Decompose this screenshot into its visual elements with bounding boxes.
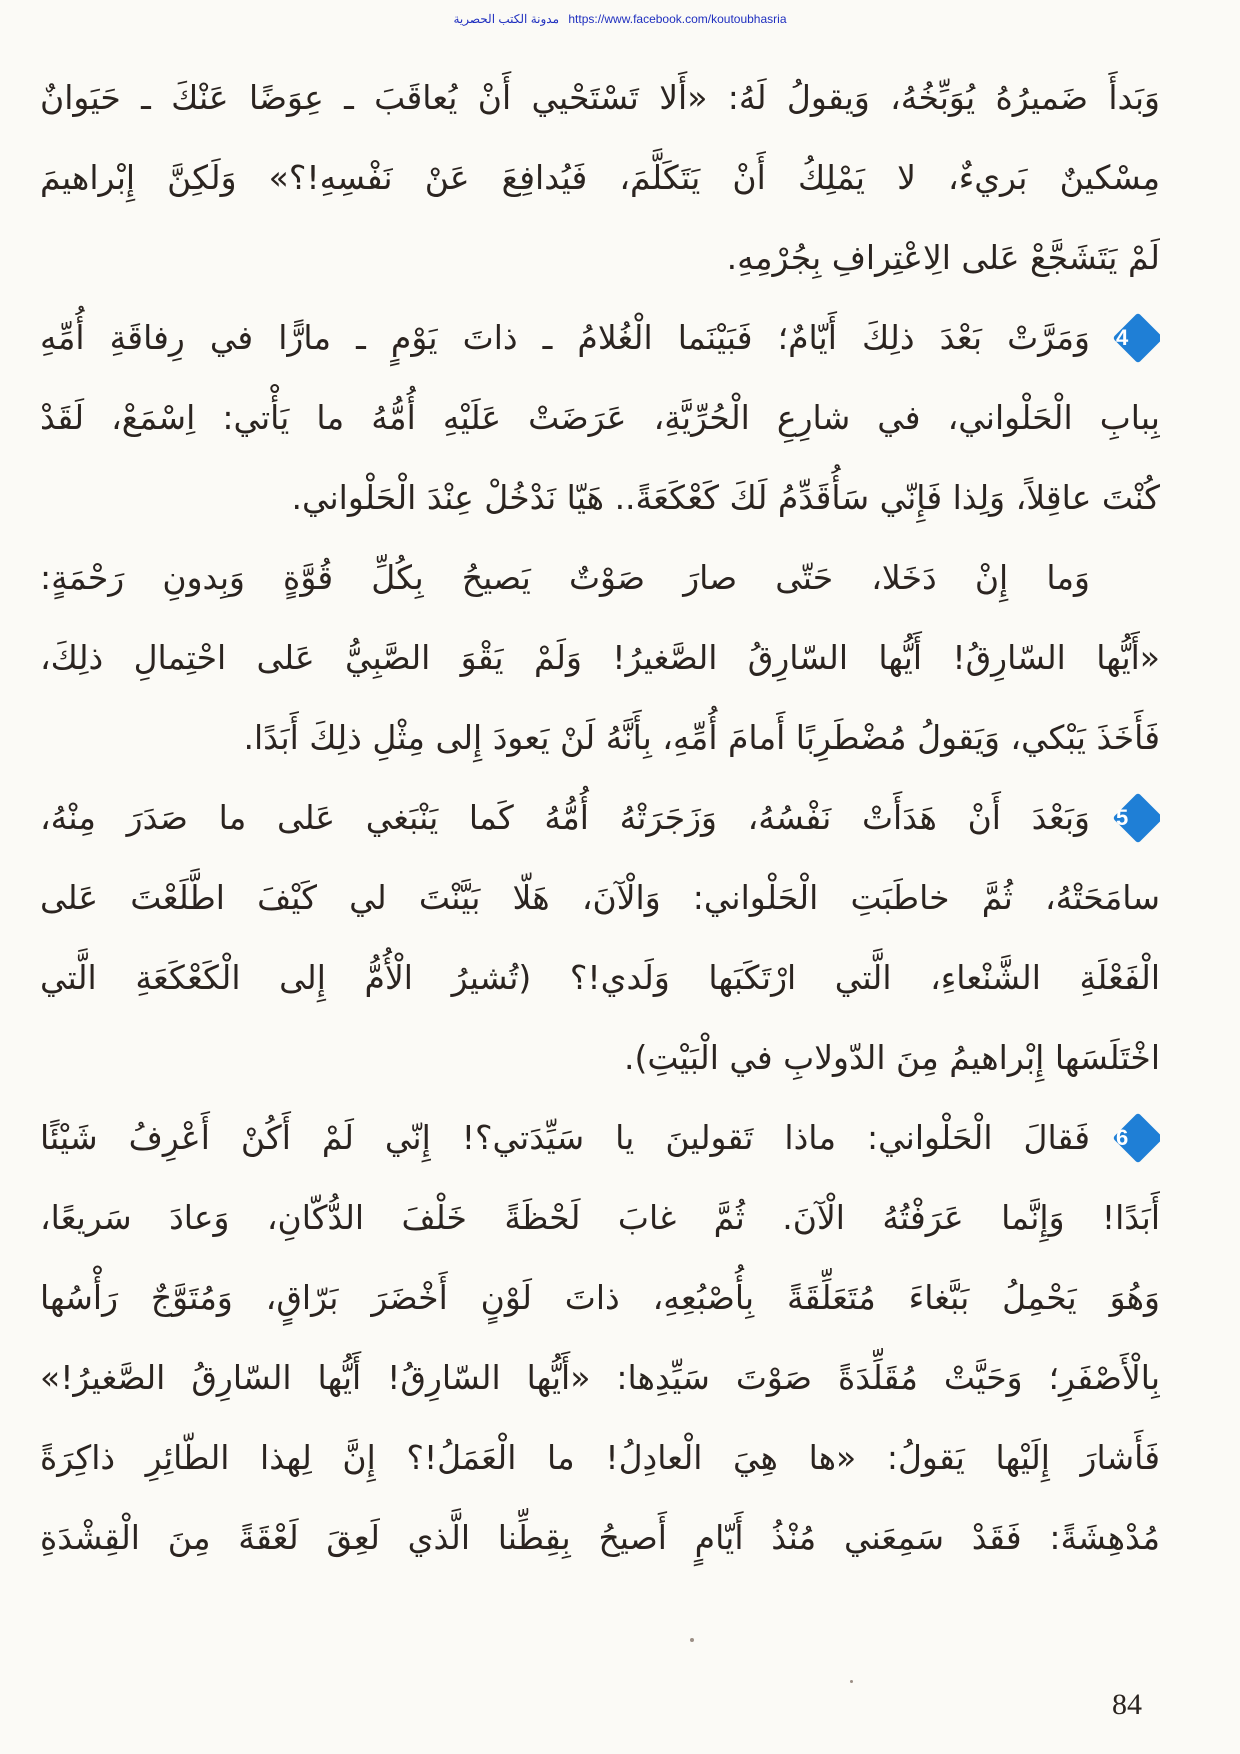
text-line: لَمْ يَتَشَجَّعْ عَلى الِاعْتِرافِ بِجُرْمِهِ. <box>726 238 1160 277</box>
story-text <box>40 58 1160 1578</box>
text-line: بِبابِ الْحَلْواني، في شارِعِ الْحُرِّيَّةِ، عَرَضَتْ عَلَيْهِ أُمُّهُ ما يَأْتي: اِسْمَعْ، لَقَدْ <box>40 398 1160 437</box>
text-line: 4 وَمَرَّتْ بَعْدَ ذلِكَ أَيّامٌ؛ فَبَيْنَما الْغُلامُ ـ ذاتَ يَوْمٍ ـ مارًّا في رِفاقَةِ أُمِّهِ <box>40 298 1160 378</box>
text-line: بِالْأَصْفَرِ؛ وَحَيَّتْ مُقَلِّدَةً صَوْتَ سَيِّدِها: «أَيُّها السّارِقُ! أَيُّها السّارِقُ الصَّغيرُ!» <box>40 1358 1160 1397</box>
text-line: مِسْكينٌ بَريءٌ، لا يَمْلِكُ أَنْ يَتَكَلَّمَ، فَيُدافِعَ عَنْ نَفْسِهِ!؟» وَلَكِنَّ إِبْراهيمَ <box>40 158 1160 197</box>
text-line: وَما إِنْ دَخَلا، حَتّى صارَ صَوْتٌ يَصيحُ بِكُلِّ قُوَّةٍ وَبِدونِ رَحْمَةٍ: <box>40 558 1090 597</box>
text-line: وَبَدأَ ضَميرُهُ يُوَبِّخُهُ، وَيقولُ لَهُ: «أَلا تَسْتَحْيي أَنْ يُعاقَبَ ـ عِوَضًا عَنْكَ ـ حَيَوانٌ <box>40 78 1160 117</box>
page-number: 84 <box>1112 1688 1142 1721</box>
source-url-header[interactable] <box>0 12 1240 26</box>
scan-speck <box>690 1638 694 1642</box>
text-line: سامَحَتْهُ، ثُمَّ خاطَبَتِ الْحَلْواني: وَالْآنَ، هَلّا بَيَّنْتَ لي كَيْفَ اطَّلَعْتَ عَلى <box>40 878 1160 917</box>
text-line: وَهُوَ يَحْمِلُ بَبَّغاءَ مُتَعَلِّقَةً بِأُصْبُعِهِ، ذاتَ لَوْنٍ أَخْضَرَ بَرّاقٍ، وَمُتَوَّجٌ رَأْسُها <box>40 1278 1160 1317</box>
text-line: 6 فَقالَ الْحَلْواني: ماذا تَقولينَ يا سَيِّدَتي؟! إِنّي لَمْ أَكُنْ أَعْرِفُ شَيْئًا <box>40 1098 1160 1178</box>
text-line: اخْتَلَسَها إِبْراهيمُ مِنَ الدّولابِ في الْبَيْتِ). <box>623 1038 1160 1077</box>
text-line: الْفَعْلَةِ الشَّنْعاءِ، الَّتي ارْتَكَبَها وَلَدي!؟ (تُشيرُ الْأُمُّ إِلى الْكَعْكَعَةِ الَّتي <box>40 958 1160 997</box>
text-line: «أَيُّها السّارِقُ! أَيُّها السّارِقُ الصَّغيرُ! وَلَمْ يَقْوَ الصَّبِيُّ عَلى احْتِمالِ ذلِكَ، <box>40 638 1160 677</box>
text-line: أَبَدًا! وَإِنَّما عَرَفْتُهُ الْآنَ. ثُمَّ غابَ لَحْظَةً خَلْفَ الدُّكّانِ، وَعادَ سَريعًا، <box>40 1198 1160 1237</box>
scan-speck <box>850 1680 853 1683</box>
text-line: فَأَخَذَ يَبْكي، وَيَقولُ مُضْطَرِبًا أَمامَ أُمِّهِ، بِأَنَّهُ لَنْ يَعودَ إِلى مِثْلِ ذلِكَ أَبَدًا. <box>243 718 1160 757</box>
paragraph-number-badge: 4 <box>1116 316 1160 360</box>
text-line: فَأَشارَ إِلَيْها يَقولُ: «ها هِيَ الْعادِلُ! ما الْعَمَلُ!؟ إِنَّ لِهذا الطّائِرِ ذاكِرَةً <box>40 1438 1160 1477</box>
text-line: مُدْهِشَةً: فَقَدْ سَمِعَني مُنْذُ أَيّامٍ أَصيحُ بِقِطِّنا الَّذي لَعِقَ لَعْقَةً مِنَ الْقِشْدَةِ <box>40 1518 1160 1557</box>
source-url[interactable]: https://www.facebook.com/koutoubhasria <box>568 12 787 26</box>
paragraph-number-badge: 6 <box>1116 1116 1160 1160</box>
text-line: كُنْتَ عاقِلاً، وَلِذا فَإِنّي سَأُقَدِّمُ لَكَ كَعْكَعَةً.. هَيّا نَدْخُلْ عِنْدَ الْحَلْواني. <box>291 478 1160 517</box>
text-line: 5 وَبَعْدَ أَنْ هَدَأَتْ نَفْسُهُ، وَزَجَرَتْهُ أُمُّهُ كَما يَنْبَغي عَلى ما صَدَرَ مِنْهُ، <box>40 778 1160 858</box>
paragraph-number-badge: 5 <box>1116 796 1160 840</box>
source-site-name: مدونة الكتب الحصرية <box>453 12 560 26</box>
